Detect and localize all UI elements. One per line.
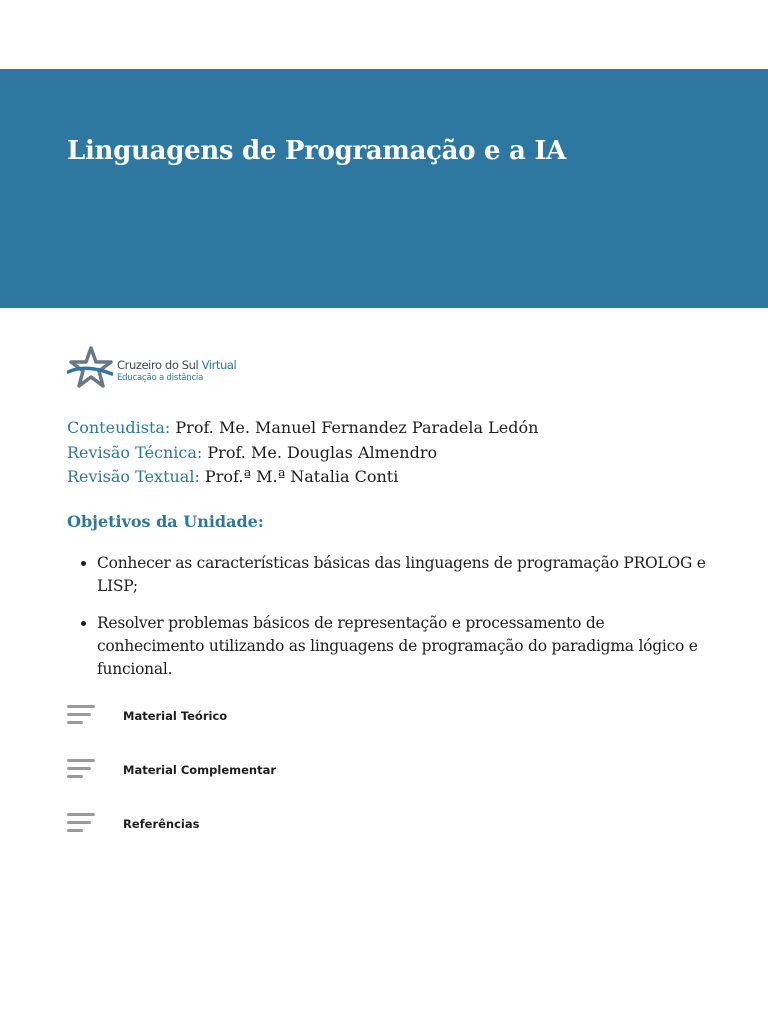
logo-name: Cruzeiro do Sul Virtual bbox=[117, 358, 237, 372]
list-item: Conhecer as características básicas das linguagens de programação PROLOG e LISP; bbox=[67, 552, 707, 598]
credit-text-review: Revisão Textual: Prof.ª M.ª Natalia Conti bbox=[67, 467, 399, 486]
credit-author: Conteudista: Prof. Me. Manuel Fernandez Paradela Ledón bbox=[67, 418, 539, 437]
credit-technical-review: Revisão Técnica: Prof. Me. Douglas Almendro bbox=[67, 442, 438, 462]
menu-lines-icon bbox=[67, 759, 95, 783]
objectives-list bbox=[67, 552, 707, 695]
menu-lines-icon bbox=[67, 705, 95, 729]
bullet-icon bbox=[81, 621, 86, 626]
page-title: Linguagens de Programação e a IA bbox=[67, 136, 567, 166]
objectives-title: Objetivos da Unidade: bbox=[67, 512, 264, 531]
menu-lines-icon bbox=[67, 813, 95, 837]
menu-item-referencias[interactable] bbox=[67, 811, 367, 865]
cruzeiro-do-sul-logo bbox=[67, 344, 247, 390]
menu-item-label: Material Complementar bbox=[123, 763, 277, 777]
menu-item-label: Material Teórico bbox=[123, 709, 228, 723]
logo-tagline: Educação a distância bbox=[117, 373, 204, 383]
content-menu bbox=[67, 703, 367, 865]
header-banner bbox=[0, 69, 768, 308]
star-logo-icon bbox=[67, 346, 113, 390]
credits-block bbox=[67, 416, 707, 490]
menu-item-material-teorico[interactable] bbox=[67, 703, 367, 757]
list-item: Resolver problemas básicos de representação e processamento de conhecimento utilizando as linguagens de programação do paradigma lógico e funcional. bbox=[67, 612, 707, 681]
menu-item-label: Referências bbox=[123, 817, 200, 831]
menu-item-material-complementar[interactable] bbox=[67, 757, 367, 811]
bullet-icon bbox=[81, 561, 86, 566]
